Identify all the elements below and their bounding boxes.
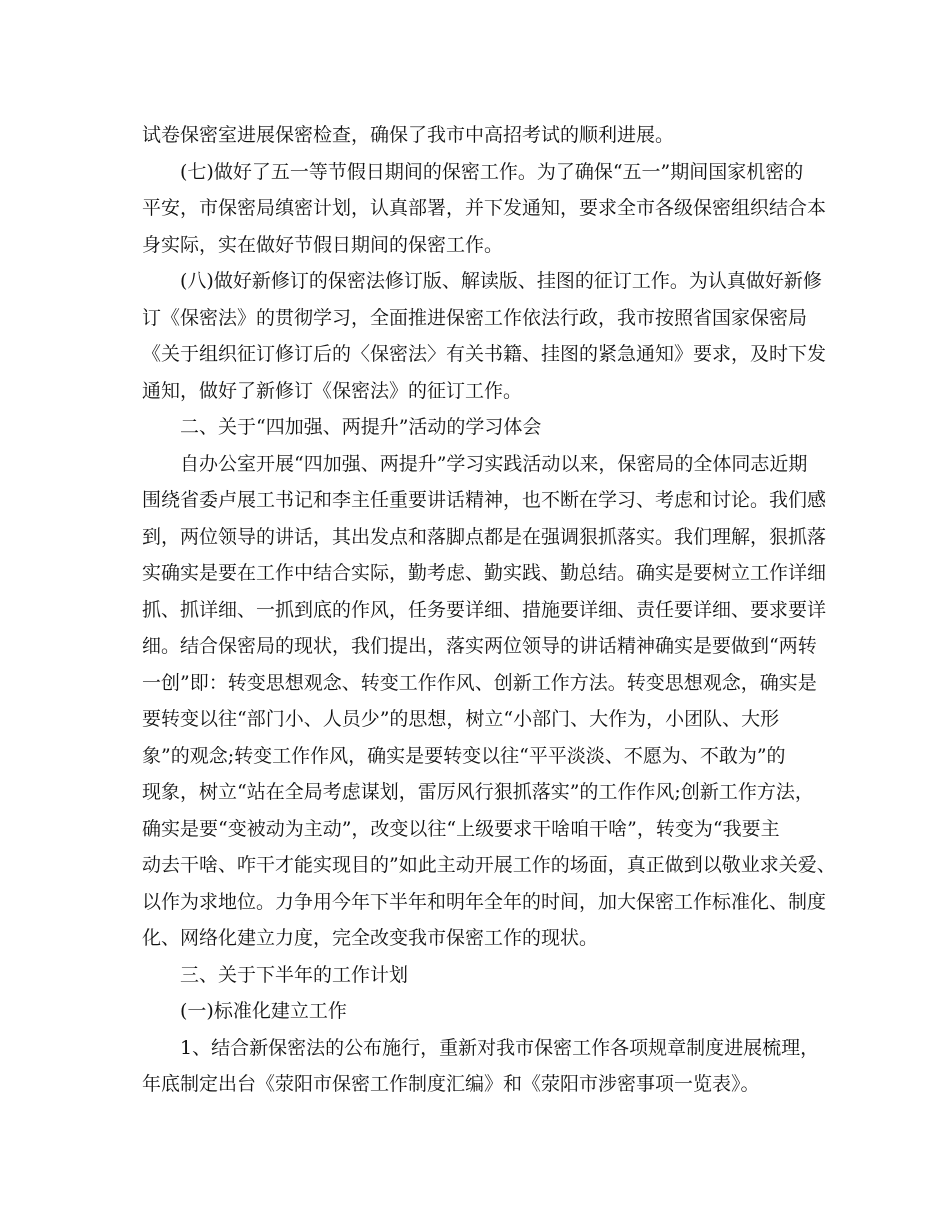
text-line: (七)做好了五一等节假日期间的保密工作。为了确保“五一”期间国家机密的 xyxy=(180,160,804,183)
text-line: 确实是要“变被动为主动”，改变以往“上级要求干啥咱干啥”，转变为“我要主 xyxy=(142,817,780,840)
text-line: 身实际，实在做好节假日期间的保密工作。 xyxy=(142,233,504,256)
text-line: 细。结合保密局的现状，我们提出，落实两位领导的讲话精神确实是要做到“两转 xyxy=(142,635,817,657)
text-line: 化、网络化建立力度，完全改变我市保密工作的现状。 xyxy=(142,927,599,949)
document-body xyxy=(142,117,836,1103)
text-line: 《关于组织征订修订后的〈保密法〉有关书籍、挂图的紧急通知》要求，及时下发 xyxy=(142,343,827,365)
text-line: 象”的观念;转变工作作风，确实是要转变以往“平平淡淡、不愿为、不敢为”的 xyxy=(142,744,786,767)
text-line: 实确实是要在工作中结合实际，勤考虑、勤实践、勤总结。确实是要树立工作详细 xyxy=(142,562,827,584)
text-line: 试卷保密室进展保密检查，确保了我市中高招考试的顺利进展。 xyxy=(142,124,675,146)
text-line: (八)做好新修订的保密法修订版、解读版、挂图的征订工作。为认真做好新修 xyxy=(180,270,822,292)
text-line: 动去干啥、咋干才能实现目的”如此主动开展工作的场面，真正做到以敬业求关爱、 xyxy=(142,854,836,876)
text-line: 围绕省委卢展工书记和李主任重要讲话精神，也不断在学习、考虑和讨论。我们感 xyxy=(142,489,827,511)
text-line: 年底制定出台《荥阳市保密工作制度汇编》和《荥阳市涉密事项一览表》。 xyxy=(142,1073,760,1095)
text-line: 一创”即：转变思想观念、转变工作作风、创新工作方法。转变思想观念，确实是 xyxy=(142,671,817,694)
text-line: 自办公室开展“四加强、两提升”学习实践活动以来，保密局的全体同志近期 xyxy=(180,452,808,475)
text-line: 平安，市保密局缜密计划，认真部署，并下发通知，要求全市各级保密组织结合本 xyxy=(142,197,827,219)
text-line: 以作为求地位。力争用今年下半年和明年全年的时间，加大保密工作标准化、制度 xyxy=(142,890,827,913)
text-line: 1、结合新保密法的公布施行，重新对我市保密工作各项规章制度进展梳理， xyxy=(180,1036,820,1059)
text-line: 通知，做好了新修订《保密法》的征订工作。 xyxy=(142,379,523,402)
text-line: 订《保密法》的贯彻学习，全面推进保密工作依法行政，我市按照省国家保密局 xyxy=(142,306,808,329)
text-line: (一)标准化建立工作 xyxy=(180,1000,347,1022)
text-line: 要转变以往“部门小、人员少”的思想，树立“小部门、大作为，小团队、大形 xyxy=(142,708,780,730)
text-line: 三、关于下半年的工作计划 xyxy=(180,963,409,986)
text-line: 到，两位领导的讲话，其出发点和落脚点都是在强调狠抓落实。我们理解，狠抓落 xyxy=(142,525,827,548)
text-line: 现象，树立“站在全局考虑谋划，雷厉风行狠抓落实”的工作作风;创新工作方法， xyxy=(142,781,814,803)
text-line: 抓、抓详细、一抓到底的作风，任务要详细、措施要详细、责任要详细、要求要详 xyxy=(142,598,827,621)
text-line: 二、关于“四加强、两提升”活动的学习体会 xyxy=(180,416,542,438)
